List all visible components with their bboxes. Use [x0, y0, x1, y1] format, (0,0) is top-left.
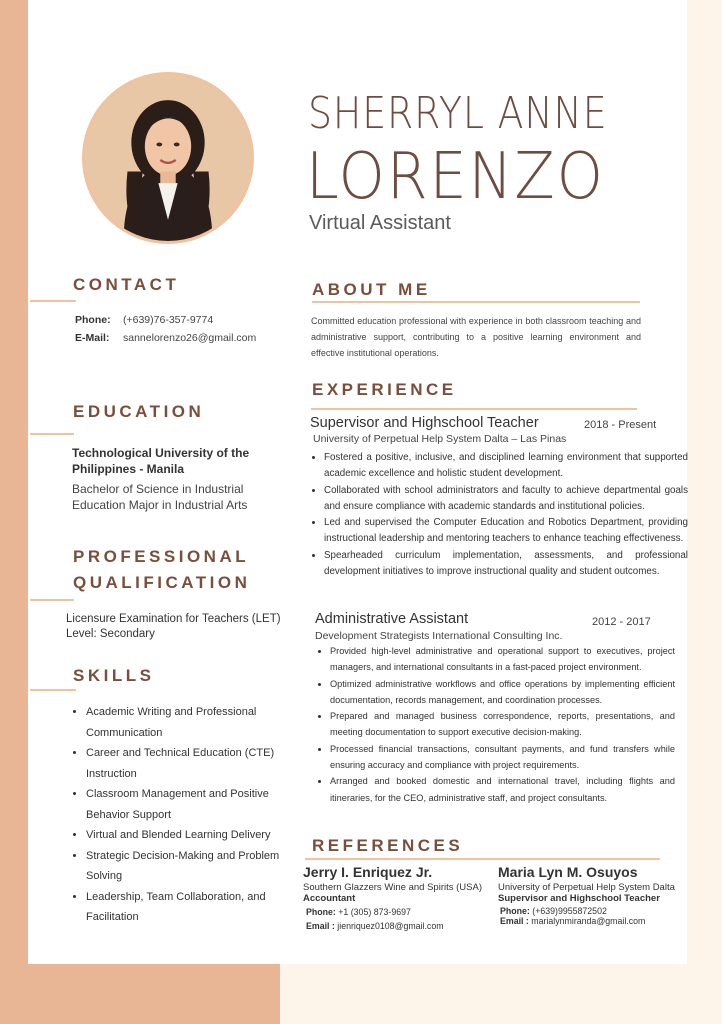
experience-rule: [311, 408, 637, 410]
reference-company: Southern Glazzers Wine and Spirits (USA): [303, 882, 482, 893]
reference-phone: [500, 906, 607, 916]
job-bullet: • Led and supervised the Computer Education and Robotics Department, providing instructional leadership and mentoring teachers to enhance teaching effectiveness.: [324, 515, 688, 548]
bottom-accent-block: [0, 964, 280, 1024]
reference-phone-label: Phone:: [306, 907, 336, 917]
skill-item: • Career and Technical Education (CTE) Instruction: [86, 743, 286, 784]
name-first: SHERRYL ANNE: [308, 88, 608, 139]
reference-name: Jerry I. Enriquez Jr.: [303, 864, 433, 880]
job-title: Supervisor and Highschool Teacher: [310, 415, 539, 431]
phone-label: Phone:: [75, 314, 111, 326]
reference-email-value: marialynmiranda@gmail.com: [531, 916, 646, 926]
left-accent-strip: [0, 0, 28, 1024]
references-heading: REFERENCES: [312, 836, 464, 855]
job-bullet: • Prepared and managed business correspondence, reports, presentations, and meeting documentation to support executive decision-making.: [330, 708, 675, 741]
job-bullets: [316, 643, 675, 806]
portrait-image: [85, 75, 251, 241]
job-date: 2018 - Present: [584, 419, 657, 431]
reference-email-label: Email :: [500, 916, 529, 926]
skills-heading: SKILLS: [73, 666, 155, 685]
job-bullet: • Optimized administrative workflows and office operations by implementing efficient documentation, records management, and coordination processes.: [330, 676, 675, 709]
reference-phone-value: (+639)9955872502: [532, 906, 607, 916]
reference-email: [306, 921, 444, 931]
reference-email-value: jienriquez0108@gmail.com: [337, 921, 444, 931]
about-rule: [312, 301, 640, 303]
job-bullet: • Provided high-level administrative and operational support to executives, project managers, and international consultants in a fast-paced project environment.: [330, 643, 675, 676]
job-role: Virtual Assistant: [309, 212, 451, 234]
education-degree: Bachelor of Science in Industrial Education Major in Industrial Arts: [72, 482, 248, 512]
about-text: Committed education professional with experience in both classroom teaching and administrative support, contributing to a positive learning environment and effective institutional operations.: [311, 316, 641, 358]
reference-email: [500, 916, 645, 926]
job-bullet: • Fostered a positive, inclusive, and disciplined learning environment that supported academic excellence and holistic student development.: [324, 450, 688, 483]
reference-phone-label: Phone:: [500, 906, 530, 916]
skill-item: • Virtual and Blended Learning Delivery: [86, 825, 286, 846]
job-organization: Development Strategists International Consulting Inc.: [315, 630, 563, 642]
job-title: Administrative Assistant: [315, 611, 469, 627]
job-bullet: • Spearheaded curriculum implementation, assessments, and professional development initiatives to improve instructional quality and student outcomes.: [324, 548, 688, 581]
contact-rule: [30, 300, 76, 302]
skill-item: • Leadership, Team Collaboration, and Facilitation: [86, 887, 286, 928]
contact-heading: CONTACT: [73, 275, 180, 294]
name-last: LORENZO: [306, 140, 605, 214]
qualification-heading-line2: QUALIFICATION: [73, 573, 251, 592]
reference-position: Accountant: [303, 893, 356, 904]
job-organization: University of Perpetual Help System Dalta – Las Pinas: [313, 433, 567, 445]
reference-email-label: Email :: [306, 921, 335, 931]
skills-rule: [30, 689, 76, 691]
job-bullets: [310, 450, 688, 580]
skills-list: [68, 702, 286, 928]
reference-phone-value: +1 (305) 873-9697: [338, 907, 411, 917]
right-cream-strip: [687, 0, 722, 1024]
qualification-details: [66, 612, 281, 642]
references-rule: [305, 858, 660, 860]
email-label: E-Mail:: [75, 332, 110, 344]
skill-item: • Strategic Decision-Making and Problem Solving: [86, 846, 286, 887]
job-date: 2012 - 2017: [592, 616, 651, 628]
skill-item: • Academic Writing and Professional Communication: [86, 702, 286, 743]
job-bullet: • Arranged and booked domestic and international travel, including flights and itineraries, for the CEO, administrative staff, and project consultants.: [330, 773, 675, 806]
email-value: sannelorenzo26@gmail.com: [123, 332, 257, 344]
reference-position: Supervisor and Highschool Teacher: [498, 893, 660, 904]
about-heading: ABOUT ME: [312, 280, 431, 299]
education-heading: EDUCATION: [73, 402, 205, 421]
skill-item: • Classroom Management and Positive Behavior Support: [86, 784, 286, 825]
qualification-rule: [30, 599, 74, 601]
job-bullet: • Collaborated with school administrators and faculty to achieve departmental goals and ensure compliance with academic standards and institutional policies.: [324, 483, 688, 516]
experience-heading: EXPERIENCE: [312, 380, 457, 399]
education-rule: [30, 433, 74, 435]
job-bullet: • Processed financial transactions, consultant payments, and fund transfers while ensuring accuracy and compliance with project requirements.: [330, 741, 675, 774]
qualification-exam: Licensure Examination for Teachers (LET): [66, 613, 281, 625]
education-school: Technological University of the Philippines - Manila: [72, 446, 250, 476]
qualification-level: Level: Secondary: [66, 628, 155, 640]
reference-name: Maria Lyn M. Osuyos: [498, 864, 638, 880]
profile-photo: [82, 72, 254, 244]
reference-phone: [306, 907, 411, 917]
reference-company: University of Perpetual Help System Dalta: [498, 882, 675, 893]
qualification-heading-line1: PROFESSIONAL: [73, 547, 250, 566]
phone-value: (+639)76-357-9774: [123, 314, 214, 326]
